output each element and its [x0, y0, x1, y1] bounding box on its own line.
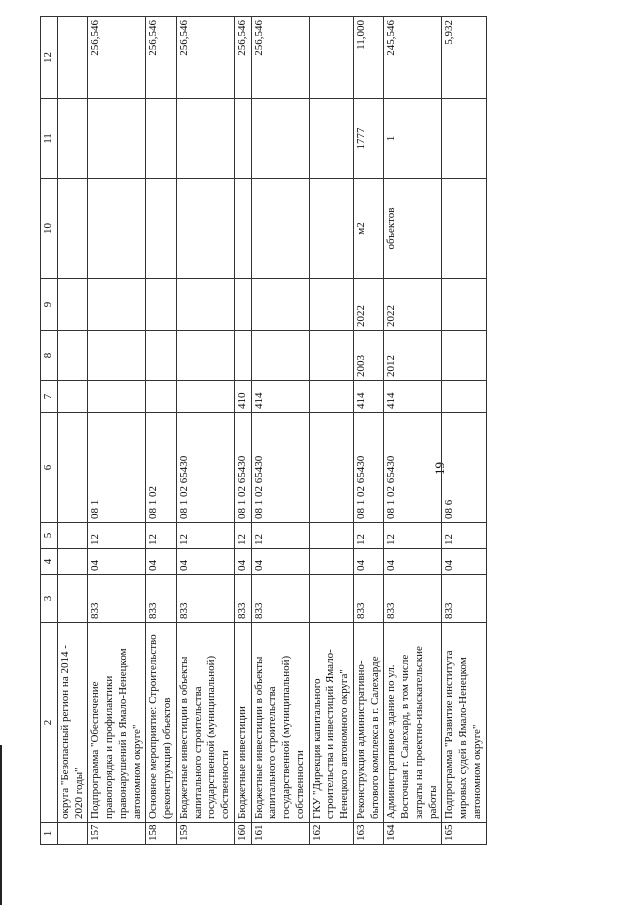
cell-year-start	[234, 331, 251, 381]
cell-razdel: 04	[251, 549, 309, 575]
header-cell: 4	[41, 549, 58, 575]
cell-unit	[309, 179, 353, 279]
header-cell: 12	[41, 17, 58, 99]
row-number: 162	[309, 823, 353, 845]
cell-podrazdel	[57, 523, 88, 549]
cell-podrazdel: 12	[146, 523, 177, 549]
cell-year-end: 2022	[353, 279, 384, 331]
row-number: 163	[353, 823, 384, 845]
cell-razdel: 04	[353, 549, 384, 575]
row-number: 157	[88, 823, 146, 845]
cell-amount: 5,932	[442, 17, 486, 99]
cell-unit	[176, 179, 234, 279]
cell-tselevaya-statya: 08 1 02	[146, 413, 177, 523]
cell-unit	[146, 179, 177, 279]
cell-glava	[57, 575, 88, 623]
cell-year-start	[176, 331, 234, 381]
cell-year-start	[251, 331, 309, 381]
cell-capacity: 1	[384, 99, 442, 179]
cell-tselevaya-statya: 08 1 02 65430	[251, 413, 309, 523]
header-cell: 11	[41, 99, 58, 179]
cell-glava: 833	[353, 575, 384, 623]
cell-amount: 256,546	[146, 17, 177, 99]
cell-glava: 833	[251, 575, 309, 623]
row-name: Бюджетные инвестиции в объекты капитального строительства государственной (муниципальной) собственности	[251, 623, 309, 823]
cell-year-start: 2003	[353, 331, 384, 381]
cell-capacity	[146, 99, 177, 179]
header-cell: 10	[41, 179, 58, 279]
row-number: 161	[251, 823, 309, 845]
cell-tselevaya-statya: 08 1 02 65430	[353, 413, 384, 523]
cell-amount: 256,546	[251, 17, 309, 99]
cell-unit: м2	[353, 179, 384, 279]
cell-amount: 256,546	[88, 17, 146, 99]
cell-tselevaya-statya: 08 6	[442, 413, 486, 523]
row-name: ГКУ "Дирекция капитального строительства и инвестиций Ямало-Ненецкого автономного округа"	[309, 623, 353, 823]
header-cell: 8	[41, 331, 58, 381]
cell-year-start	[309, 331, 353, 381]
table-row	[146, 17, 177, 845]
cell-capacity	[442, 99, 486, 179]
cell-podrazdel	[309, 523, 353, 549]
row-number: 165	[442, 823, 486, 845]
cell-year-end	[251, 279, 309, 331]
cell-glava: 833	[384, 575, 442, 623]
cell-year-end	[88, 279, 146, 331]
cell-glava: 833	[176, 575, 234, 623]
cell-podrazdel: 12	[353, 523, 384, 549]
header-cell: 2	[41, 623, 58, 823]
cell-tselevaya-statya	[57, 413, 88, 523]
table-row	[88, 17, 146, 845]
cell-unit	[251, 179, 309, 279]
cell-razdel	[309, 549, 353, 575]
cell-capacity	[234, 99, 251, 179]
cell-amount: 11,000	[353, 17, 384, 99]
cell-amount: 256,546	[176, 17, 234, 99]
cell-unit	[234, 179, 251, 279]
cell-unit	[442, 179, 486, 279]
cell-vid-raskhodov	[309, 381, 353, 413]
row-number	[57, 823, 88, 845]
cell-razdel: 04	[88, 549, 146, 575]
table-row	[234, 17, 251, 845]
header-cell: 1	[41, 823, 58, 845]
cell-vid-raskhodov: 414	[353, 381, 384, 413]
cell-podrazdel: 12	[176, 523, 234, 549]
cell-year-start	[146, 331, 177, 381]
cell-razdel: 04	[234, 549, 251, 575]
cell-capacity	[88, 99, 146, 179]
cell-year-end	[146, 279, 177, 331]
cell-year-end	[442, 279, 486, 331]
budget-table	[40, 16, 487, 845]
cell-glava: 833	[88, 575, 146, 623]
page-number: 19	[432, 462, 447, 475]
cell-glava: 833	[234, 575, 251, 623]
table-row	[384, 17, 442, 845]
cell-glava	[309, 575, 353, 623]
cell-vid-raskhodov	[57, 381, 88, 413]
row-name: Подпрограмма "Обеспечение правопорядка и профилактики правонарушений в Ямало-Ненецком автономном округе"	[88, 623, 146, 823]
cell-year-start	[57, 331, 88, 381]
cell-amount	[57, 17, 88, 99]
table-row	[176, 17, 234, 845]
cell-year-end	[309, 279, 353, 331]
cell-vid-raskhodov: 410	[234, 381, 251, 413]
row-name: Основное мероприятие: Строительство (реконструкция) объектов	[146, 623, 177, 823]
cell-glava: 833	[146, 575, 177, 623]
cell-vid-raskhodov: 414	[251, 381, 309, 413]
header-cell: 5	[41, 523, 58, 549]
cell-year-end	[176, 279, 234, 331]
cell-tselevaya-statya: 08 1 02 65430	[176, 413, 234, 523]
cell-vid-raskhodov	[88, 381, 146, 413]
cell-podrazdel: 12	[251, 523, 309, 549]
cell-unit	[57, 179, 88, 279]
header-cell: 3	[41, 575, 58, 623]
cell-unit: объектов	[384, 179, 442, 279]
cell-razdel: 04	[384, 549, 442, 575]
cell-podrazdel: 12	[88, 523, 146, 549]
cell-amount	[309, 17, 353, 99]
cell-capacity	[57, 99, 88, 179]
table-row	[57, 17, 88, 845]
cell-year-end: 2022	[384, 279, 442, 331]
cell-vid-raskhodov	[442, 381, 486, 413]
table-row	[251, 17, 309, 845]
cell-year-start: 2012	[384, 331, 442, 381]
cell-capacity	[251, 99, 309, 179]
row-name: Бюджетные инвестиции в объекты капитального строительства государственной (муниципальной) собственности	[176, 623, 234, 823]
cell-razdel	[57, 549, 88, 575]
cell-amount: 256,546	[234, 17, 251, 99]
row-name: Административное здание по ул. Восточная г. Салехард, в том числе затраты на проектно-изыскательские работы	[384, 623, 442, 823]
header-cell: 7	[41, 381, 58, 413]
cell-amount: 245,546	[384, 17, 442, 99]
row-number: 158	[146, 823, 177, 845]
row-name: округа "Безопасный регион на 2014 - 2020 годы"	[57, 623, 88, 823]
cell-vid-raskhodov	[146, 381, 177, 413]
cell-podrazdel: 12	[442, 523, 486, 549]
cell-tselevaya-statya: 08 1 02 65430	[384, 413, 442, 523]
top-rule	[0, 745, 2, 905]
cell-vid-raskhodov: 414	[384, 381, 442, 413]
cell-year-end	[234, 279, 251, 331]
table-row	[309, 17, 353, 845]
cell-vid-raskhodov	[176, 381, 234, 413]
cell-podrazdel: 12	[234, 523, 251, 549]
cell-tselevaya-statya	[309, 413, 353, 523]
cell-year-start	[88, 331, 146, 381]
row-name: Подпрограмма "Развитие института мировых судей в Ямало-Ненецком автономном округе"	[442, 623, 486, 823]
table-row	[353, 17, 384, 845]
cell-year-start	[442, 331, 486, 381]
table-row	[442, 17, 486, 845]
cell-unit	[88, 179, 146, 279]
cell-podrazdel: 12	[384, 523, 442, 549]
cell-year-end	[57, 279, 88, 331]
header-cell: 9	[41, 279, 58, 331]
row-name: Реконструкция административно-бытового комплекса в г. Салехарде	[353, 623, 384, 823]
header-cell: 6	[41, 413, 58, 523]
row-number: 160	[234, 823, 251, 845]
cell-razdel: 04	[176, 549, 234, 575]
cell-tselevaya-statya: 08 1	[88, 413, 146, 523]
cell-tselevaya-statya: 08 1 02 65430	[234, 413, 251, 523]
cell-razdel: 04	[146, 549, 177, 575]
cell-glava: 833	[442, 575, 486, 623]
row-number: 164	[384, 823, 442, 845]
row-number: 159	[176, 823, 234, 845]
cell-capacity: 1777	[353, 99, 384, 179]
cell-capacity	[176, 99, 234, 179]
cell-capacity	[309, 99, 353, 179]
cell-razdel: 04	[442, 549, 486, 575]
header-row	[41, 17, 58, 845]
row-name: Бюджетные инвестиции	[234, 623, 251, 823]
